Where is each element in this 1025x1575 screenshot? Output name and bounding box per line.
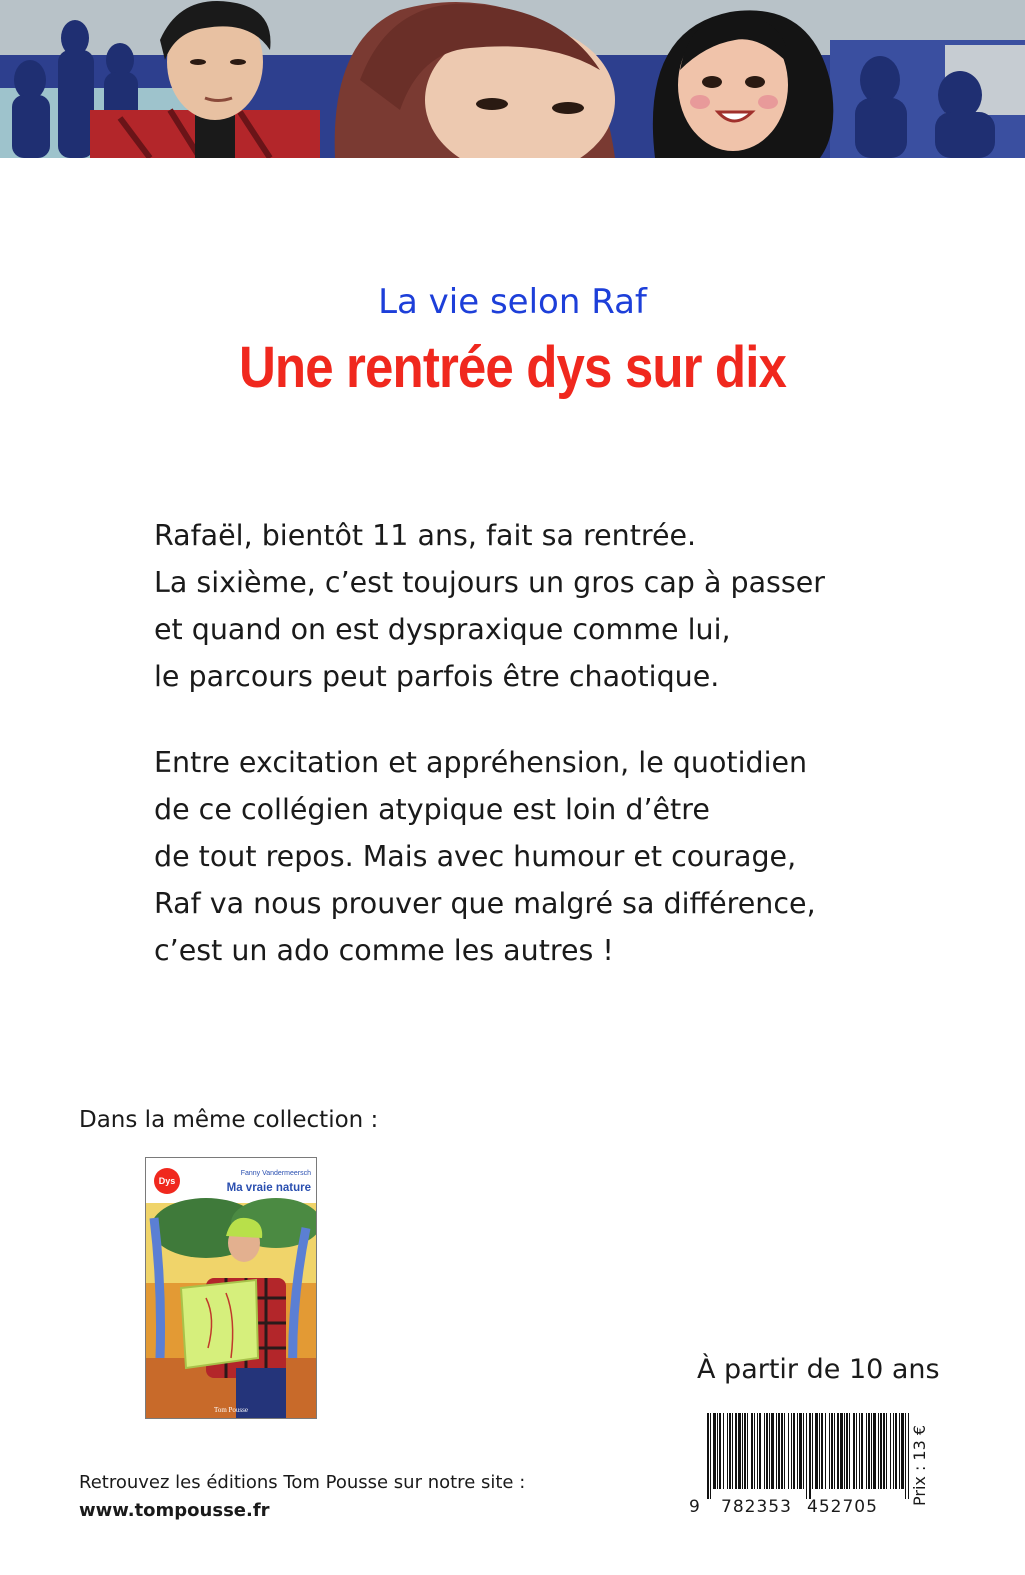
- publisher-footer: [79, 1469, 525, 1525]
- blurb-line: de ce collégien atypique est loin d’être: [154, 793, 710, 826]
- barcode: [705, 1413, 913, 1499]
- isbn-prefix: 9: [689, 1497, 701, 1517]
- blurb-line: c’est un ado comme les autres !: [154, 934, 614, 967]
- blurb-paragraph-2: [154, 739, 914, 974]
- cover-illustration-banner: [0, 0, 1025, 158]
- related-book-cover[interactable]: [145, 1157, 317, 1419]
- isbn-group-1: 782353: [721, 1497, 792, 1517]
- blurb-line: La sixième, c’est toujours un gros cap à passer: [154, 566, 825, 599]
- related-book-author: Fanny Vandermeersch: [240, 1170, 311, 1177]
- blurb-line: le parcours peut parfois être chaotique.: [154, 660, 720, 693]
- isbn-group-2: 452705: [807, 1497, 878, 1517]
- dys-logo: Dys: [154, 1168, 180, 1194]
- related-book-title: Ma vraie nature: [226, 1182, 311, 1194]
- blurb-line: de tout repos. Mais avec humour et courage,: [154, 840, 797, 873]
- related-book-publisher: Tom Pousse: [214, 1406, 248, 1414]
- blurb-line: Rafaël, bientôt 11 ans, fait sa rentrée.: [154, 519, 697, 552]
- footer-intro: Retrouvez les éditions Tom Pousse sur notre site :: [79, 1472, 526, 1493]
- website-link[interactable]: www.tompousse.fr: [79, 1500, 270, 1521]
- price-label: Prix : 13 €: [910, 1424, 929, 1506]
- blurb-paragraph-1: [154, 512, 914, 700]
- series-name: La vie selon Raf: [378, 282, 647, 322]
- book-title: Une rentrée dys sur dix: [238, 335, 787, 400]
- blurb-line: Raf va nous prouver que malgré sa différence,: [154, 887, 816, 920]
- blurb-line: et quand on est dyspraxique comme lui,: [154, 613, 731, 646]
- collection-label: Dans la même collection :: [79, 1107, 379, 1133]
- blurb-line: Entre excitation et appréhension, le quotidien: [154, 746, 808, 779]
- age-recommendation: À partir de 10 ans: [697, 1354, 940, 1385]
